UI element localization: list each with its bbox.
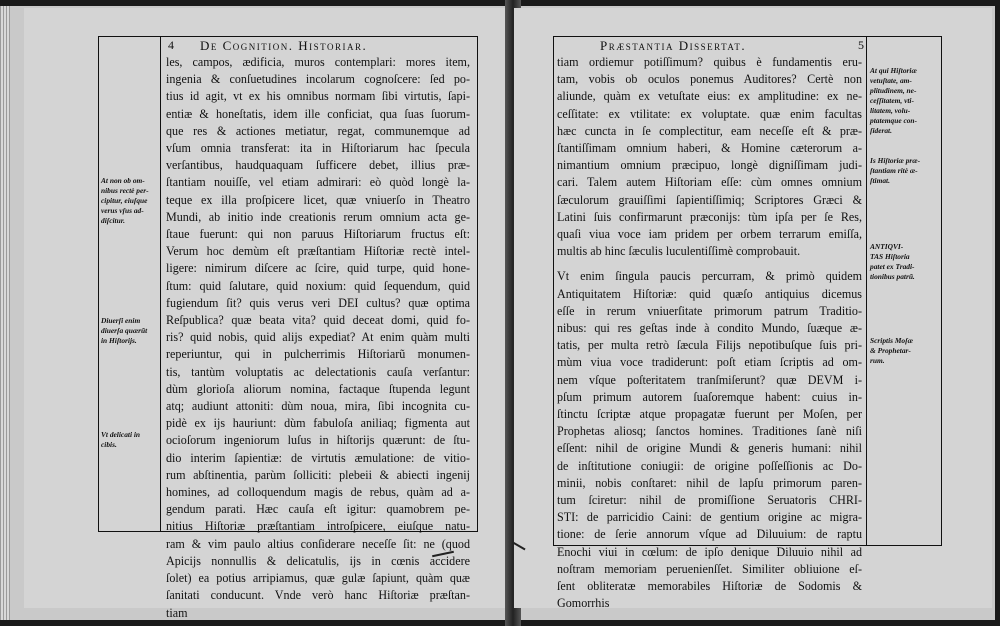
- margin-note-line: ptatemque con-: [870, 116, 918, 125]
- text-line: reperiuntur, qui in pulcherrimis Hiſtoriarũ monumen-: [166, 347, 470, 362]
- text-line: ſtum: quid ſalutare, quid noxium: quid ſequendum, quid: [166, 278, 470, 293]
- text-line: Antiquitatem Hiſtoriæ: quid quæſo antiquius dicemus: [557, 286, 862, 301]
- margin-note-line: Is Hiſtoriæ præ-: [870, 156, 921, 165]
- margin-note-line: cibis.: [101, 440, 117, 449]
- text-line: pidè ex ijs hauriunt: dùm fabuloſa aniliaq; figmenta aut: [166, 416, 470, 431]
- margin-note-line: Diuerſi enim: [101, 316, 141, 325]
- text-line: tum ſciretur: nihil de promiſſione Seruatoris CHRI-: [557, 493, 862, 508]
- text-line: vſum omnia transferat: ita in Hiſtoriarum hac ſpecula: [166, 141, 470, 156]
- margin-note-line: Vt delicati in: [101, 430, 141, 439]
- margin-note-line: At non ob om-: [101, 176, 145, 185]
- text-line: tiam ordiemur potiſſimum? quibus è fundamentis eru-: [557, 55, 862, 69]
- text-line: rum abſtinentia, parùm ſolliciti: plebeii & abiecti ingenij: [166, 467, 470, 482]
- right-margin-note-2: [870, 156, 920, 186]
- text-line: homines, ad colloquendum magis de rebus, quàm ad a-: [166, 485, 470, 500]
- left-body-text: [166, 54, 470, 622]
- right-body-text: [557, 54, 862, 613]
- text-line: Reſpublica? quæ beata vita? quid deceat domi, quid fo-: [166, 313, 470, 328]
- text-line: tatis, per multa retrò ſæcula Filijs nepotibuſque ſuis pri-: [557, 338, 862, 353]
- margin-note-line: Scriptis Moſæ: [870, 336, 913, 345]
- text-line: nibus: qui res geſtas inde à condito Mundo, ſuæque æ-: [557, 321, 862, 336]
- left-margin-rule: [160, 36, 161, 532]
- text-line: ris? quid nobis, quid alijs expediat? At enim quàm multi: [166, 330, 470, 345]
- text-line: aliunde, quàm ex vetuſtate eius: ex amplitudine: ex ne-: [557, 89, 862, 104]
- text-line: Mundi, ab initio inde creationis rerum omnium acta ge-: [166, 209, 470, 224]
- left-page-number: 4: [168, 38, 176, 52]
- left-running-head: De Cognition. Historiar.: [200, 38, 368, 53]
- text-line: tione: de ſerie annorum vſque ad Diluuium: de raptu: [557, 527, 862, 542]
- margin-note-line: diuerſa quærũt: [101, 326, 148, 335]
- text-line: Latini ſuis confirmarunt præconijs: tùm ipſa per ſe Res,: [557, 209, 862, 224]
- text-line: ingenia & conſuetudines incolarum cognoſcere: ſed po-: [166, 72, 470, 87]
- text-line: les, campos, ædificia, muros contemplari: mores item,: [166, 55, 470, 69]
- margin-note-line: in Hiſtorijs.: [101, 336, 137, 345]
- margin-note-line: rum.: [870, 356, 885, 365]
- text-line: ram & vim paulo altius conſiderare neceſſe ſit: ne (quod: [166, 536, 470, 551]
- text-line: dio interim ſapientiæ: de virtutis æmulatione: de vitio-: [166, 450, 470, 465]
- text-line: Prophetas aliosq; ſanctos homines. Traditiones ſanè niſi: [557, 424, 862, 439]
- margin-note-line: ceſſitatem, vti-: [870, 96, 914, 105]
- text-line: minii, nobis conſtaret: nihil de lapſu primorum paren-: [557, 475, 862, 490]
- margin-note-line: ſtantiam ritè æ-: [870, 166, 918, 175]
- text-line: tius id agit, vt ex his omnibus normam ſibi virtutis, ſapi-: [166, 89, 470, 104]
- text-line: Vt enim ſingula paucis percurram, & primò quidem: [557, 269, 862, 284]
- text-line: atq; audiunt attoniti: dùm noua, mira, ſibi incognita cu-: [166, 399, 470, 414]
- margin-note-line: tionibus patrũ.: [870, 272, 915, 281]
- text-line: entiæ & honeſtatis, idem ille conficiat, qua ſuas ſuorum-: [166, 106, 470, 121]
- right-margin-note-1: [870, 66, 917, 136]
- left-margin-note-2: [101, 316, 147, 346]
- margin-note-line: cipitur, eiuſque: [101, 196, 148, 205]
- text-line: nitius Hiſtoriæ præſtantiam introſpicere, eiuſque natu-: [166, 519, 470, 534]
- right-margin-note-4: [870, 336, 913, 366]
- margin-note-line: patet ex Tradi-: [870, 262, 915, 271]
- margin-note-line: vetuſtate, am-: [870, 76, 912, 85]
- text-line: Gomorrhis: [557, 596, 610, 611]
- text-line: fugiendum ſit? quis verus veri DEI cultus? quæ optima: [166, 295, 470, 310]
- margin-note-line: ſtimat.: [870, 176, 890, 185]
- text-line: [557, 260, 862, 268]
- margin-note-line: nibus rectè per-: [101, 186, 149, 195]
- margin-note-line: litatem, volu-: [870, 106, 911, 115]
- text-line: noſtram memoriam peruenienſſet. Similiter obliuione eſ-: [557, 561, 862, 576]
- text-line: pſum primum autorem ſuaſoremque habent: cuius in-: [557, 389, 862, 404]
- text-line: teque ex illa proſpicere licet, quæ vniuerſo in Theatro: [166, 192, 470, 207]
- text-line: Enochi viui in cœlum: de ipſo denique Diluuio nihil ad: [557, 544, 862, 559]
- text-line: de inſtitutione coniugii: de origine poſſeſſionis ac Do-: [557, 458, 862, 473]
- text-line: tam, vobis ob oculos ponemus Auditores? Certè non: [557, 72, 862, 87]
- left-margin-note-1: [101, 176, 149, 226]
- right-running-head: Præstantia Dissertat.: [600, 38, 747, 53]
- text-line: ſtantiſſimam omnium haberi, & Homine cæterorum a-: [557, 141, 862, 156]
- text-line: ligere: nimirum diſcere ac ſcire, quid turpe, quid hone-: [166, 261, 470, 276]
- text-line: tiam: [166, 605, 188, 620]
- text-line: eſſent: nihil de origine Mundi & generis humani: nihil: [557, 441, 862, 456]
- text-line: ſent obliteratæ memorabiles Hiſtoriæ de Sodomis &: [557, 579, 862, 594]
- text-line: dùm glorioſa aliorum nomina, factaque ſtupenda legunt: [166, 381, 470, 396]
- margin-note-line: At qui Hiſtoriæ: [870, 66, 917, 75]
- text-line: cari. Talem autem Hiſtoriam eſſe: cùm omnes omnium: [557, 175, 862, 190]
- text-line: tis, tantùm voluptatis ac delectationis cauſa verſantur:: [166, 364, 470, 379]
- right-margin-note-3: [870, 242, 915, 282]
- text-line: Apicijs nonnullis & delicatulis, ijs in cœnis accidere: [166, 553, 470, 568]
- text-line: nimantium omnium præcipuo, longè digniſſimam judi-: [557, 158, 862, 173]
- text-line: STI: de parricidio Caini: de gentium origine ac migra-: [557, 510, 862, 525]
- text-line: mùm viua voce tradiderunt: poſt etiam ſcriptis ad om-: [557, 355, 862, 370]
- text-line: quaſi viua voce iam pridem per orbem terrarum emiſſa,: [557, 227, 862, 242]
- left-margin-note-3: [101, 430, 140, 450]
- text-line: ceſſitate: ex vtilitate: ex voluptate. quæ enim facultas: [557, 106, 862, 121]
- margin-note-line: ſiderat.: [870, 126, 892, 135]
- margin-note-line: & Prophetar-: [870, 346, 911, 355]
- text-line: verſantibus, haudquaquam ſufficere debet, illius præ-: [166, 158, 470, 173]
- text-line: eſſe in rerum vniuerſitate primorum patrum Traditio-: [557, 303, 862, 318]
- text-line: ſtinctu ſcriptæ atque propagatæ fuerunt per Moſen, per: [557, 407, 862, 422]
- text-line: ſanitati conducunt. Vnde verò hanc Hiſtoriæ præſtan-: [166, 588, 470, 603]
- margin-note-line: diſcitur.: [101, 216, 126, 225]
- text-line: hæc cuncta in ſe complectitur, eam neceſſe eſt & præ-: [557, 123, 862, 138]
- text-line: gendum parati. Hæc cauſa eſt igitur: quamobrem pe-: [166, 502, 470, 517]
- margin-note-line: ANTIQVI-: [870, 242, 904, 251]
- text-line: multis ab hinc ſæculis luculentiſſimè comprobauit.: [557, 244, 801, 259]
- margin-note-line: TAS Hiſtoria: [870, 252, 910, 261]
- margin-note-line: verus vſus ad-: [101, 206, 144, 215]
- text-line: ocioſorum ingeniorum luſus in hiſtorijs quærunt: de ſtu-: [166, 433, 470, 448]
- text-line: ſolet) ea potius arripiamus, quæ gulæ ſapiunt, quàm quæ: [166, 571, 470, 586]
- text-line: que res & actiones metiatur, regat, communemque ad: [166, 123, 470, 138]
- margin-note-line: plitudinem, ne-: [870, 86, 917, 95]
- text-line: nem vſque poſteritatem tranſmiſerunt? quæ DEVM i-: [557, 372, 862, 387]
- right-page-number: 5: [858, 38, 866, 52]
- right-margin-rule: [866, 36, 867, 546]
- text-line: ſtantiam nouiſſe, vel etiam admirari: eò quòd longè la-: [166, 175, 470, 190]
- text-line: Verum hoc demùm eſt præſtantiam Hiſtoriæ rectè intel-: [166, 244, 470, 259]
- text-line: ſæculorum grauiſſimi ſapientiſſimiq; Scriptores Græci &: [557, 192, 862, 207]
- text-line: ſtaue fuerunt: qui non paruus Hiſtoriarum fructus eſt:: [166, 227, 470, 242]
